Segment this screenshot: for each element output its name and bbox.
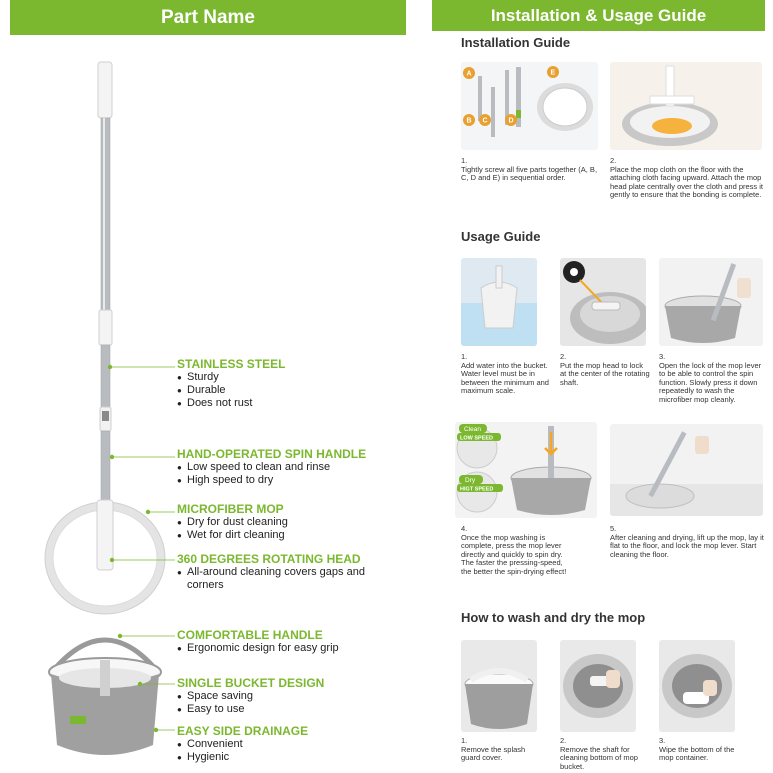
step-text: Place the mop cloth on the floor with the attaching cloth facing upward. Attach the mop head plate centrally over the cloth and press it gently to ensure that the bonding is complete. (610, 164, 764, 200)
installation-step-1 (461, 157, 601, 183)
wash-image-1 (461, 640, 537, 732)
usage-title: Usage Guide (461, 229, 541, 244)
water-bucket-drawing (461, 258, 537, 346)
feature-item: ● Wet for dirt cleaning (177, 529, 417, 542)
usage-image-4 (455, 422, 597, 518)
step-text: Remove the shaft for cleaning bottom of mop bucket. (560, 744, 638, 771)
spin-lock (102, 411, 109, 421)
feature-item: ● Ergonomic design for easy grip (177, 642, 417, 655)
speed-high-value: HIGT SPEED (460, 486, 494, 493)
part-letter-d: D (508, 117, 514, 125)
usage-step-2 (560, 353, 650, 387)
feature-heading: MICROFIBER MOP (177, 502, 284, 516)
spin-dry-drawing (455, 422, 597, 518)
usage-image-3 (659, 258, 763, 346)
step-text: Add water into the bucket. Water level must be in between the minimum and maximum scale. (461, 360, 549, 396)
wash-step-2 (560, 737, 644, 771)
handle-grip (98, 62, 112, 118)
feature-heading: EASY SIDE DRAINAGE (177, 724, 309, 738)
step-number: 5. (610, 524, 617, 533)
usage-step-5 (610, 525, 765, 559)
step-number: 1. (461, 736, 468, 745)
feature-single-bucket (177, 676, 417, 716)
floor-clean-drawing (610, 424, 763, 516)
part-letter-b: B (466, 117, 472, 125)
feature-item: ● Hygienic (177, 751, 417, 764)
part-letter-a: A (466, 70, 472, 78)
feature-comfortable-handle (177, 628, 417, 655)
step-number: 2. (610, 156, 617, 165)
usage-step-3 (659, 353, 765, 405)
step-text: Open the lock of the mop lever to be able to control the spin function. Slowly press it down repeatedly to wash the microfiber mop cleanly. (659, 360, 762, 404)
feature-side-drainage (177, 724, 417, 764)
wipe-bottom-drawing (659, 640, 735, 732)
part-letter-e: E (550, 69, 556, 77)
installation-title: Installation Guide (461, 35, 571, 50)
bucket-shaft (100, 660, 110, 696)
step-number: 2. (560, 352, 567, 361)
installation-step-2 (610, 157, 765, 200)
bucket-logo (70, 716, 86, 724)
feature-heading: 360 DEGREES ROTATING HEAD (177, 552, 361, 566)
wash-step-3 (659, 737, 743, 763)
pole-connector (99, 310, 112, 345)
feature-item: ● Convenient (177, 738, 417, 751)
step-number: 3. (659, 736, 666, 745)
usage-image-5 (610, 424, 763, 516)
feature-heading: HAND-OPERATED SPIN HANDLE (177, 447, 367, 461)
feature-item: ● Easy to use (177, 703, 417, 716)
step-number: 3. (659, 352, 666, 361)
step-text: After cleaning and drying, lift up the mop, lay it flat to the floor, and lock the mop lever. Start cleaning the floor. (610, 532, 764, 559)
feature-item: ● Does not rust (177, 397, 417, 410)
feature-item: ● Low speed to clean and rinse (177, 461, 417, 474)
part-name-title: Part Name (161, 6, 255, 28)
feature-item: ● Sturdy (177, 371, 417, 384)
wash-image-3 (659, 640, 735, 732)
pole-highlight (103, 118, 105, 310)
feature-item: ● Dry for dust cleaning (177, 516, 417, 529)
wash-title: How to wash and dry the mop (461, 610, 646, 625)
shaft (101, 431, 110, 503)
feature-heading: STAINLESS STEEL (177, 357, 286, 371)
feature-heading: SINGLE BUCKET DESIGN (177, 676, 325, 690)
step-number: 4. (461, 524, 468, 533)
wash-step-1 (461, 737, 541, 763)
feature-rotating-head (177, 552, 377, 592)
part-letter-c: C (482, 117, 488, 125)
feature-item: ● All-around cleaning covers gaps and corners (177, 566, 377, 592)
lower-steel-pole (101, 345, 110, 407)
usage-step-1 (461, 353, 551, 396)
mop-attach-drawing (610, 62, 762, 150)
speed-low-value: LOW SPEED (460, 435, 494, 442)
step-text: Tightly screw all five parts together (A, B, C, D and E) in sequential order. (461, 164, 598, 183)
splash-guard-drawing (461, 640, 537, 732)
remove-shaft-drawing (560, 640, 636, 732)
feature-stainless-steel (177, 357, 417, 410)
feature-spin-handle (177, 447, 417, 487)
feature-item: ● Durable (177, 384, 417, 397)
spin-press-drawing (659, 258, 763, 346)
step-number: 1. (461, 156, 468, 165)
speed-low-label: Clean (464, 426, 481, 433)
step-text: Once the mop washing is complete, press the mop lever directly and quickly to spin dry. The faster the pressing-speed, the better the spin-drying effect! (461, 532, 567, 576)
step-text: Remove the splash guard cover. (461, 744, 526, 763)
feature-item: ● High speed to dry (177, 474, 417, 487)
usage-step-4 (461, 525, 573, 577)
step-number: 2. (560, 736, 567, 745)
guide-banner (432, 0, 765, 31)
usage-image-2 (560, 258, 646, 346)
wash-image-2 (560, 640, 636, 732)
speed-high-label: Dry (465, 477, 476, 484)
mop-lock-drawing (560, 258, 646, 346)
step-number: 1. (461, 352, 468, 361)
step-text: Put the mop head to lock at the center of the rotating shaft. (560, 360, 650, 387)
guide-title: Installation & Usage Guide (490, 5, 707, 25)
feature-heading: COMFORTABLE HANDLE (177, 628, 323, 642)
step-text: Wipe the bottom of the mop container. (659, 744, 735, 763)
usage-image-1 (461, 258, 537, 346)
installation-mop-image (610, 62, 762, 150)
parts-drawing (461, 62, 598, 150)
feature-microfiber-mop (177, 502, 417, 542)
upper-steel-pole (101, 118, 110, 310)
feature-item: ● Space saving (177, 690, 417, 703)
installation-parts-image (461, 62, 598, 150)
